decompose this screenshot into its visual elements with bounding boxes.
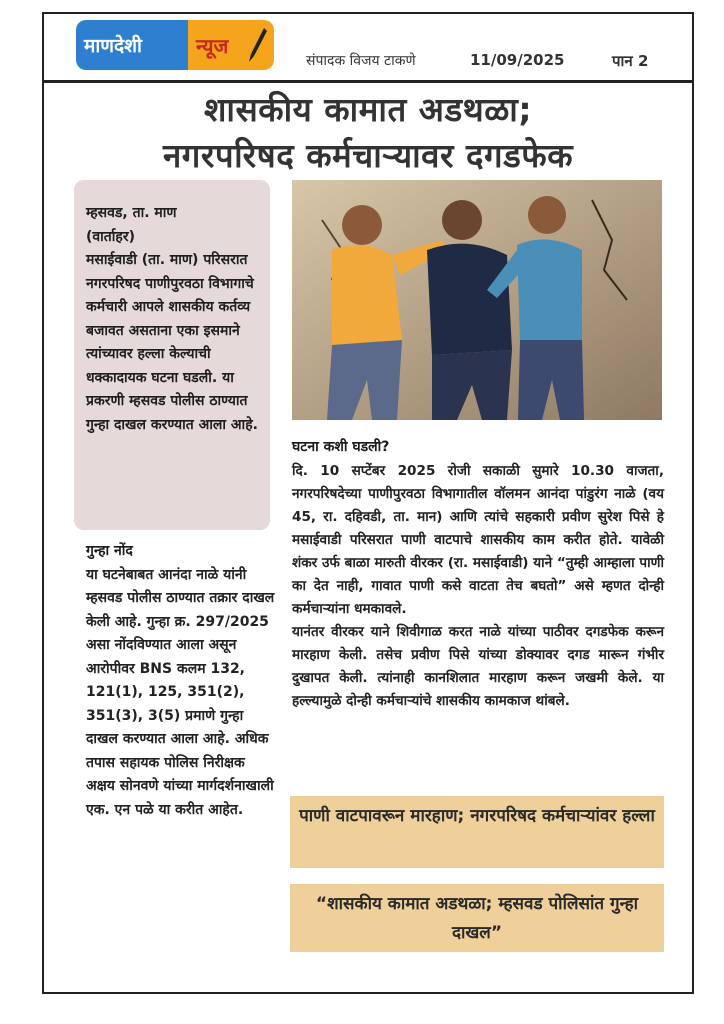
main-article (292, 436, 664, 713)
lead-byline: (वार्ताहर) (86, 228, 135, 245)
fountain-pen-icon (246, 26, 268, 64)
logo-text-right-label: न्यूज (196, 33, 229, 58)
callout-box-1: पाणी वाटपावरून मारहाण; नगरपरिषद कर्मचाऱ्यांवर हल्ला (290, 796, 664, 868)
editor-name: संपादक विजय टाकणे (306, 53, 416, 69)
news-photo-illustration (292, 180, 662, 420)
logo-text-right (188, 20, 274, 70)
article-paragraph-2: यानंतर वीरकर याने शिवीगाळ करत नाळे यांच्या पाठीवर दगडफेक करून मारहाण केली. तसेच प्रवीण पिसे यांच्या डोक्यावर दगड मारून गंभीर दुखापत केली. त्यांनाही कानशिलात मारहाण करून जखमी केले. या हल्ल्यामुळे दोन्ही कर्मचाऱ्यांचे शासकीय कामकाज थांबले. (292, 623, 664, 709)
headline-line-2: नगरपरिषद कर्मचाऱ्यावर दगडफेक (162, 136, 574, 175)
issue-date: 11/09/2025 (470, 51, 565, 69)
lead-text: मसाईवाडी (ता. माण) परिसरात नगरपरिषद पाणीपुरवठा विभागाचे कर्मचारी आपले शासकीय कर्तव्य बजावत असताना एका इसमाने त्यांच्यावर हल्ला केल्याची धक्कादायक घटना घडली. या प्रकरणी म्हसवड पोलीस ठाण्यात गुन्हा दाखल करण्यात आला आहे. (86, 252, 258, 433)
page-number: पान 2 (612, 52, 649, 70)
article-subhead: घटना कशी घडली? (292, 439, 390, 455)
complaint-text: या घटनेबाबत आनंदा नाळे यांनी म्हसवड पोलीस ठाण्यात तक्रार दाखल केली आहे. गुन्हा क्र. 297/2025 असा नोंदविण्यात आला असून आरोपीवर BNS कलम 132, 121(1), 125, 351(2), 351(3), 3(5) प्रमाणे गुन्हा दाखल करण्यात आला आहे. अधिक तपास सहायक पोलिस निरीक्षक अक्षय सोनवणे यांच्या मार्गदर्शनाखाली एक. एन पळे या करीत आहेत. (86, 566, 275, 818)
logo-text-left: माणदेशी (76, 20, 188, 70)
complaint-column (86, 540, 276, 822)
header-divider (44, 80, 692, 83)
callout-box-2: “शासकीय कामात अडथळा; म्हसवड पोलिसांत गुन्हा दाखल” (290, 884, 664, 952)
article-paragraph-1: दि. 10 सप्टेंबर 2025 रोजी सकाळी सुमारे 10.30 वाजता, नगरपरिषदेच्या पाणीपुरवठा विभागातील वॉलमन आनंदा पांडुरंग नाळे (वय 45, रा. दहिवडी, ता. मान) आणि त्यांचे सहकारी प्रवीण सुरेश पिसे हे मसाईवाडी परिसरात पाणी वाटपाचे शासकीय काम करीत होते. यावेळी शंकर उर्फ बाळा मारुती वीरकर (रा. मसाईवाडी) याने “तुम्ही आम्हाला पाणी का देत नाही, गावात पाणी कसे वाटता तेच बघतो” असे म्हणत दोन्ही कर्मचाऱ्यांना धमकावले. (292, 462, 664, 617)
brand-logo (76, 20, 274, 70)
lead-box (74, 180, 270, 530)
complaint-subhead: गुन्हा नोंद (86, 543, 133, 559)
lead-dateline: म्हसवड, ता. माण (86, 205, 177, 221)
headline-line-1: शासकीय कामात अडथळा; (203, 90, 533, 129)
